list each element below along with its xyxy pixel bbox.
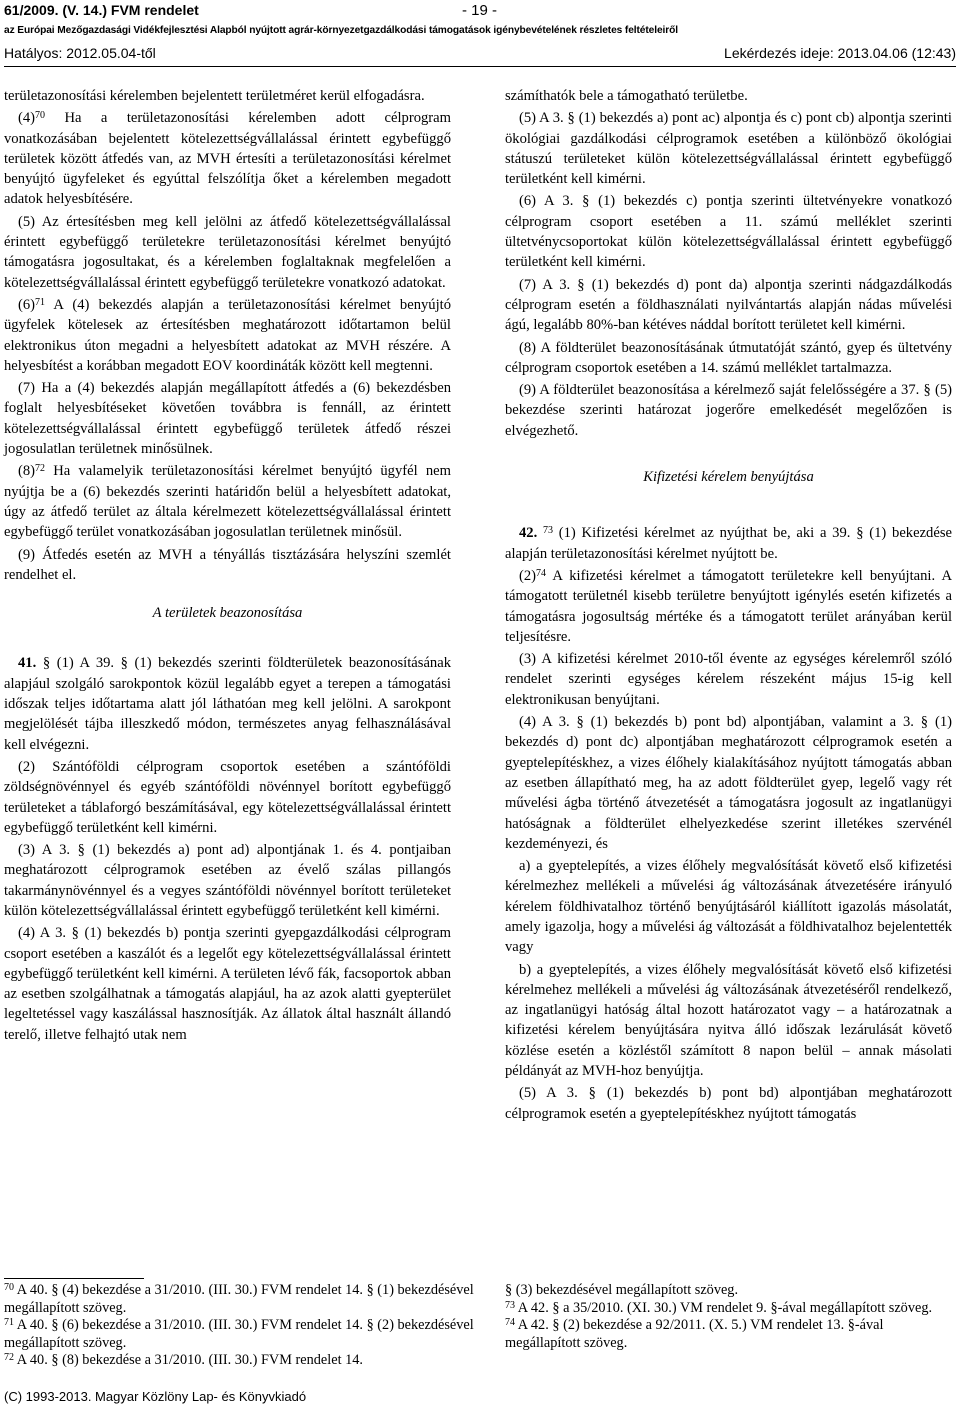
paragraph: (5) Az értesítésben meg kell jelölni az átfedő kötelezettségvállalással érintett egybefüggő területekre területazonosítási kérelmet benyújtó támogatásra jogosultakat, és a kérelemben foglaltaknak megfelelően a kötelezettségvállalással érintett egybefüggő területekre vonatkozó adatokat.: [4, 213, 451, 291]
paragraph: (4) A 3. § (1) bekezdés b) pontja szerinti gyepgazdálkodási célprogram csoport esetében a kaszálót és a legelőt egy kötelezettségvállalással érintett egybefüggő területként kell kimérni. A területen lévő fák, facsoportok abban az esetben szolgálhatnak a támogatás alapjául, ha az azok alatti gyepterület legeltetéssel vagy kaszálással hasznosítják. Az állatok által használt állandó terelő, illetve felhajtó utak nem: [4, 925, 451, 1043]
effective-date: Hatályos: 2012.05.04-től: [4, 45, 156, 61]
paragraph: (3) A 3. § (1) bekezdés a) pont ad) alpontjának 1. és 4. pontjaiban meghatározott célprogramok esetében az évelő szálas pillangós takarmánynövénnyel és a vegyes szántóföldi növénnyel borított területeket külön kötelezettségvállalással érintett egybefüggő területként kell kimérni.: [4, 842, 451, 919]
footnote-ref[interactable]: 74: [536, 567, 547, 579]
paragraph: $(2)^{74}$ A kifizetési kérelmet a támogatott területekre kell benyújtani. A támogatott területnél kisebb területre benyújtott igénylés esetén kifizetés a támogatásra jogosultság mértéke és a támogatott terület arányában kerül teljesítésre.: [505, 567, 952, 645]
paragraph: (7) A 3. § (1) bekezdés d) pont da) alpontja szerinti nádgazdálkodás célprogram esetén a földhasználati nyilvántartás alapján nádas művelési ágú, legalább 80%-ban kétéves náddal borított területet kell kimérni.: [505, 276, 952, 334]
article-number: 41.: [18, 655, 37, 672]
document-title: 61/2009. (V. 14.) FVM rendelet: [4, 2, 199, 18]
footnote: $^{73}$ A 42. § a 35/2010. (XI. 30.) VM rendelet 9. §-ával megállapított szöveg.: [505, 1299, 933, 1316]
query-time: Lekérdezés ideje: 2013.04.06 (12:43): [724, 45, 956, 61]
paragraph: (4) A 3. § (1) bekezdés b) pont bd) alpontjában, valamint a 3. § (1) bekezdés d) pont dc) alpontjában meghatározott célprogramok esetén a gyeptelepítéskhez, a vizes élőhely kialakításához nyújtott támogatás abban az esetben állapítható meg, ha az adott földterület gyep, legelő vagy rét művelési ágba történő átvezetését a támogatásra jogosult az ingatlanügyi hatóságnak a földterület elhelyezkedése szerint illetékes szervénél kezdeményezi, és: [505, 714, 952, 852]
right-column: [505, 86, 952, 1126]
paragraph: $(4)^{70}$ Ha a területazonosítási kérelemben adott célprogram vonatkozásában bejelentett kötelezettségvállalással érintett egybefüggő területek között átfedés van, az MVH értesíti a területazonosítási kérelmet benyújtó ügyfeleket és egyúttal felszólítja őket a kérelemben megadott adatok helyesbítésére.: [4, 110, 451, 208]
footnote: $^{74}$ A 42. § (2) bekezdése a 92/2011. (X. 5.) VM rendelet 13. §-ával megállapított szöveg.: [505, 1317, 884, 1351]
paragraph: b) a gyeptelepítés, a vizes élőhely megvalósítását követő első kifizetési kérelmehez mellékeli a művelési ág változásának átvezetéséről rendelkező, az ingatlanügyi hatóság által hozott határozatot vagy – a határozatnak a kifizetési kérelem benyújtására nyitva álló időszak lezárulását követő közlése esetén a közléstől számított 8 napon belül – annak másolati példányát az MVH-hoz benyújtja.: [505, 961, 952, 1080]
footnotes-right: [505, 1282, 955, 1352]
copyright-footer: (C) 1993-2013. Magyar Közlöny Lap- és Könyvkiadó: [4, 1389, 307, 1404]
section-heading: A területek beazonosítása: [152, 605, 303, 622]
paragraph: a) a gyeptelepítés, a vizes élőhely megvalósítását követő első kifizetési kérelmezhez mellékeli a művelési ág változásának átvezetésére irányuló kérelem földhivatalhoz történő benyújtásáról kiállított igazolás másolatát, amely igazolja, hogy a művelési ág változását a földhivatalhoz bejelentették vagy: [505, 858, 952, 956]
paragraph: $(8)^{72}$ Ha valamelyik területazonosítási kérelmet benyújtó ügyfél nem nyújtja be a (6) bekezdés szerinti határidőn belül a helyesbített adatokat, úgy az átfedő terület az általa kérelmezett kötelezettségvállalással érintett egybefüggő terület vonatkozásában jogosulatlan területnek minősül.: [4, 463, 451, 541]
paragraph: számíthatók bele a támogatható területbe.: [505, 88, 748, 104]
paragraph: (5) A 3. § (1) bekezdés a) pont ac) alpontja és c) pont cb) alpontja szerinti ökológiai gazdálkodási célprogramok esetében a különböző ökológiai státuszú területeket külön kötelezettségvállalással érintett egybefüggő területként kell kimérni.: [505, 110, 952, 188]
header-rule: [4, 66, 956, 67]
footnotes-left: [4, 1282, 474, 1370]
footnote: $^{72}$ A 40. § (8) bekezdése a 31/2010. (III. 30.) FVM rendelet 14.: [4, 1352, 363, 1369]
paragraph: (5) A 3. § (1) bekezdés b) pont bd) alpontjában meghatározott célprogramok esetén a gyeptelepítéskhez nyújtott támogatás: [505, 1085, 952, 1122]
footnote-ref[interactable]: 73: [543, 525, 554, 537]
footnote: $^{71}$ A 40. § (6) bekezdése a 31/2010. (III. 30.) FVM rendelet 14. § (2) bekezdésével megállapított szöveg.: [4, 1317, 474, 1351]
article-number: 42.: [519, 525, 538, 542]
paragraph: (6) A 3. § (1) bekezdés c) pontja szerinti ültetvényekre vonatkozó célprogram csoport esetében a 11. számú melléklet szerinti ültetvénycsoportokat külön kötelezettségvállalással érintett egybefüggő területként kell kimérni.: [505, 193, 952, 271]
paragraph: (2) Szántóföldi célprogram csoportok esetében a szántóföldi zöldségnövénnyel és egyéb szántóföldi növénnyel borított egybefüggő területeket a táblaforgó beszámításával, egy kötelezettségvállalással érintett egybefüggő területként kell kimérni.: [4, 758, 451, 836]
footnote-ref[interactable]: 71: [35, 296, 46, 308]
paragraph: $(6)^{71}$ A (4) bekezdés alapján a területazonosítási kérelmet benyújtó ügyfelek kötelesek az értesítésben meghatározott időtartamon belül elektronikus úton megadni a helyesbített adatokat az MVH részére. A helyesbítést a korábban megadott EOV koordináták között kell megtenni.: [4, 296, 451, 374]
footnote-ref[interactable]: 72: [35, 463, 46, 475]
article-paragraph: 41. § (1) A 39. § (1) bekezdés szerinti földterületek beazonosításának alapjául szolgáló sarokpontok közül legalább egyet a terepen a támogatási időszak teljes időtartama alatt jól láthatóan meg kell jelölni. A sarokpont megjelölését tájba illeszkedő módon, természetes anyag felhasználásával kell elvégezni.: [4, 655, 451, 753]
page-number: - 19 -: [462, 2, 498, 19]
paragraph: (9) Átfedés esetén az MVH a tényállás tisztázására helyszíni szemlét rendelhet el.: [4, 546, 451, 583]
paragraph: (9) A földterület beazonosítása a kérelmező saját felelősségére a 37. § (5) bekezdése szerinti határozat jogerőre emelkedését megelőzően is elvégezhető.: [505, 382, 952, 439]
paragraph: (3) A kifizetési kérelmet 2010-től évente az egységes kérelemről szóló rendelet szerinti egységes kérelem részeként május 15-ig kell elektronikusan benyújtani.: [505, 651, 952, 708]
paragraph: (8) A földterület beazonosításának útmutatóját szántó, gyep és ültetvény célprogram csoportok esetében a 14. számú melléklet tartalmazza.: [505, 339, 952, 376]
paragraph: területazonosítási kérelemben bejelentett területméret kerül elfogadásra.: [4, 88, 425, 104]
left-column: [4, 86, 451, 1047]
page-header: [4, 2, 956, 72]
footnote-continuation: § (3) bekezdésével megállapított szöveg.: [505, 1282, 739, 1298]
document-subtitle: az Európai Mezőgazdasági Vidékfejlesztési Alapból nyújtott agrár-környezetgazdálkodási támogatások igénybevételének részletes feltételeiről: [4, 25, 678, 36]
footnote: $^{70}$ A 40. § (4) bekezdése a 31/2010. (III. 30.) FVM rendelet 14. § (1) bekezdésével megállapított szöveg.: [4, 1282, 474, 1316]
section-heading: Kifizetési kérelem benyújtása: [643, 469, 814, 486]
footnote-ref[interactable]: 70: [35, 110, 46, 122]
article-paragraph: 42. $^{73}$ (1) Kifizetési kérelmet az nyújthat be, aki a 39. § (1) bekezdése alapján területazonosítási kérelmet nyújtott be.: [505, 525, 952, 562]
paragraph: (7) Ha a (4) bekezdés alapján megállapított átfedés a (6) bekezdésben foglalt helyesbítéseket követően továbbra is fennáll, az érintett kötelezettségvállalással érintett egybefüggő területek átfedő részei jogosulatlan területnek minősülnek.: [4, 380, 451, 458]
footnote-rule: [4, 1278, 144, 1279]
